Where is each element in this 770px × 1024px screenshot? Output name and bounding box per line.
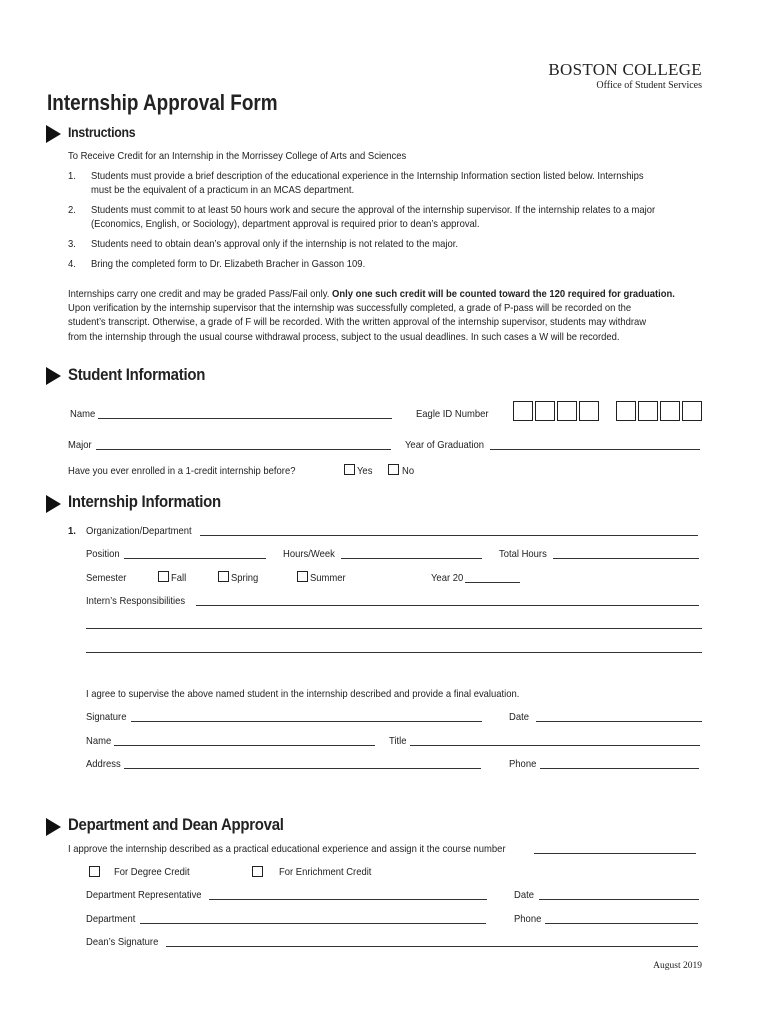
- list-item-text: (Economics, English, or Sociology), department approval is required prior to dean’s approval.: [91, 218, 480, 230]
- no-label: No: [402, 465, 415, 477]
- position-label: Position: [86, 548, 120, 560]
- eagle-id-digit[interactable]: [513, 401, 533, 421]
- eagle-id-digit[interactable]: [660, 401, 680, 421]
- list-item-number: 3.: [68, 238, 76, 250]
- credit-paragraph-line4: from the internship through the usual course withdrawal process, subject to the usual deadlines. In such cases a W will be recorded.: [68, 331, 620, 343]
- dept-phone-field[interactable]: [545, 923, 698, 924]
- name-label: Name: [70, 408, 96, 420]
- dept-heading: Department and Dean Approval: [68, 815, 284, 834]
- eagle-id-digit[interactable]: [535, 401, 555, 421]
- credit-bold-text: Only one such credit will be counted toward the 120 required for graduation.: [332, 288, 675, 300]
- dept-rep-field[interactable]: [209, 899, 487, 900]
- list-item-number: 2.: [68, 204, 76, 216]
- organization-label: Organization/Department: [86, 525, 192, 537]
- position-field[interactable]: [124, 558, 266, 559]
- dept-phone-label: Phone: [514, 913, 542, 925]
- enrichment-credit-label: For Enrichment Credit: [279, 866, 372, 878]
- eagle-id-digit[interactable]: [616, 401, 636, 421]
- summer-label: Summer: [310, 572, 346, 584]
- list-item-text: Students need to obtain dean’s approval only if the internship is not related to the major.: [91, 238, 459, 250]
- fall-checkbox[interactable]: [158, 571, 169, 582]
- year-label: Year 20: [431, 572, 464, 584]
- approval-statement: I approve the internship described as a practical educational experience and assign it the course number: [68, 843, 506, 855]
- section-arrow-icon: [46, 495, 61, 513]
- supervisor-title-field[interactable]: [410, 745, 700, 746]
- signature-label: Signature: [86, 711, 127, 723]
- spring-label: Spring: [231, 572, 259, 584]
- title-label: Title: [389, 735, 407, 747]
- hours-week-label: Hours/Week: [283, 548, 335, 560]
- list-item-text: must be the equivalent of a practicum in an MCAS department.: [91, 184, 355, 196]
- dean-signature-label: Dean’s Signature: [86, 936, 159, 948]
- section-arrow-icon: [46, 818, 61, 836]
- name-field[interactable]: [98, 418, 392, 419]
- instructions-heading: Instructions: [68, 124, 136, 140]
- section-arrow-icon: [46, 367, 61, 385]
- supervisor-agreement: I agree to supervise the above named student in the internship described and provide a final evaluation.: [86, 688, 520, 700]
- grad-year-label: Year of Graduation: [405, 439, 484, 451]
- year-field[interactable]: [465, 582, 520, 583]
- supervisor-signature-field[interactable]: [131, 721, 482, 722]
- enrichment-credit-checkbox[interactable]: [252, 866, 263, 877]
- organization-field[interactable]: [200, 535, 698, 536]
- department-label: Department: [86, 913, 136, 925]
- eagle-id-digit[interactable]: [638, 401, 658, 421]
- eagle-id-digit[interactable]: [557, 401, 577, 421]
- dept-rep-label: Department Representative: [86, 889, 202, 901]
- credit-paragraph-line3: student’s transcript. Otherwise, a grade of F will be recorded. With the written approval of the internship supervisor, students may withdraw: [68, 316, 647, 328]
- spring-checkbox[interactable]: [218, 571, 229, 582]
- eagle-id-label: Eagle ID Number: [416, 408, 489, 420]
- yes-checkbox[interactable]: [344, 464, 355, 475]
- eagle-id-digit[interactable]: [579, 401, 599, 421]
- summer-checkbox[interactable]: [297, 571, 308, 582]
- section-arrow-icon: [46, 125, 61, 143]
- address-label: Address: [86, 758, 121, 770]
- responsibilities-field[interactable]: [86, 628, 702, 629]
- responsibilities-field[interactable]: [86, 652, 702, 653]
- list-item-number: 1.: [68, 170, 76, 182]
- supervisor-name-label: Name: [86, 735, 112, 747]
- dean-signature-field[interactable]: [166, 946, 698, 947]
- yes-label: Yes: [357, 465, 373, 477]
- major-field[interactable]: [96, 449, 391, 450]
- institution-name: BOSTON COLLEGE: [548, 60, 702, 79]
- enrolled-question: Have you ever enrolled in a 1-credit internship before?: [68, 465, 296, 477]
- fall-label: Fall: [171, 572, 187, 584]
- credit-text: Internships carry one credit and may be graded Pass/Fail only.: [68, 288, 333, 300]
- office-name: Office of Student Services: [596, 80, 702, 91]
- footer-date: August 2019: [653, 961, 702, 971]
- department-field[interactable]: [140, 923, 486, 924]
- date-label: Date: [509, 711, 529, 723]
- list-item-text: Students must provide a brief description of the educational experience in the Internship Information section listed below. Internships: [91, 170, 644, 182]
- supervisor-address-field[interactable]: [124, 768, 481, 769]
- form-title: Internship Approval Form: [47, 90, 278, 115]
- total-hours-label: Total Hours: [499, 548, 547, 560]
- no-checkbox[interactable]: [388, 464, 399, 475]
- dept-date-label: Date: [514, 889, 534, 901]
- student-heading: Student Information: [68, 365, 206, 384]
- phone-label: Phone: [509, 758, 537, 770]
- instructions-intro: To Receive Credit for an Internship in the Morrissey College of Arts and Sciences: [68, 150, 407, 162]
- semester-label: Semester: [86, 572, 127, 584]
- list-item-text: Bring the completed form to Dr. Elizabeth Bracher in Gasson 109.: [91, 258, 366, 270]
- list-item-number: 4.: [68, 258, 76, 270]
- supervisor-name-field[interactable]: [114, 745, 375, 746]
- list-item-text: Students must commit to at least 50 hours work and secure the approval of the internship supervisor. If the internship relates to a major: [91, 204, 656, 216]
- degree-credit-checkbox[interactable]: [89, 866, 100, 877]
- major-label: Major: [68, 439, 92, 451]
- degree-credit-label: For Degree Credit: [114, 866, 190, 878]
- credit-paragraph-line2: Upon verification by the internship supervisor that the internship was successfully completed, a grade of P-pass will be recorded on the: [68, 302, 632, 314]
- responsibilities-field[interactable]: [196, 605, 699, 606]
- hours-week-field[interactable]: [341, 558, 482, 559]
- course-number-field[interactable]: [534, 853, 696, 854]
- internship-heading: Internship Information: [68, 492, 221, 511]
- supervisor-date-field[interactable]: [536, 721, 702, 722]
- item-number: 1.: [68, 525, 76, 537]
- grad-year-field[interactable]: [490, 449, 700, 450]
- total-hours-field[interactable]: [553, 558, 699, 559]
- eagle-id-digit[interactable]: [682, 401, 702, 421]
- credit-paragraph-line1: [68, 288, 675, 300]
- dept-date-field[interactable]: [539, 899, 699, 900]
- supervisor-phone-field[interactable]: [540, 768, 699, 769]
- responsibilities-label: Intern’s Responsibilities: [86, 595, 186, 607]
